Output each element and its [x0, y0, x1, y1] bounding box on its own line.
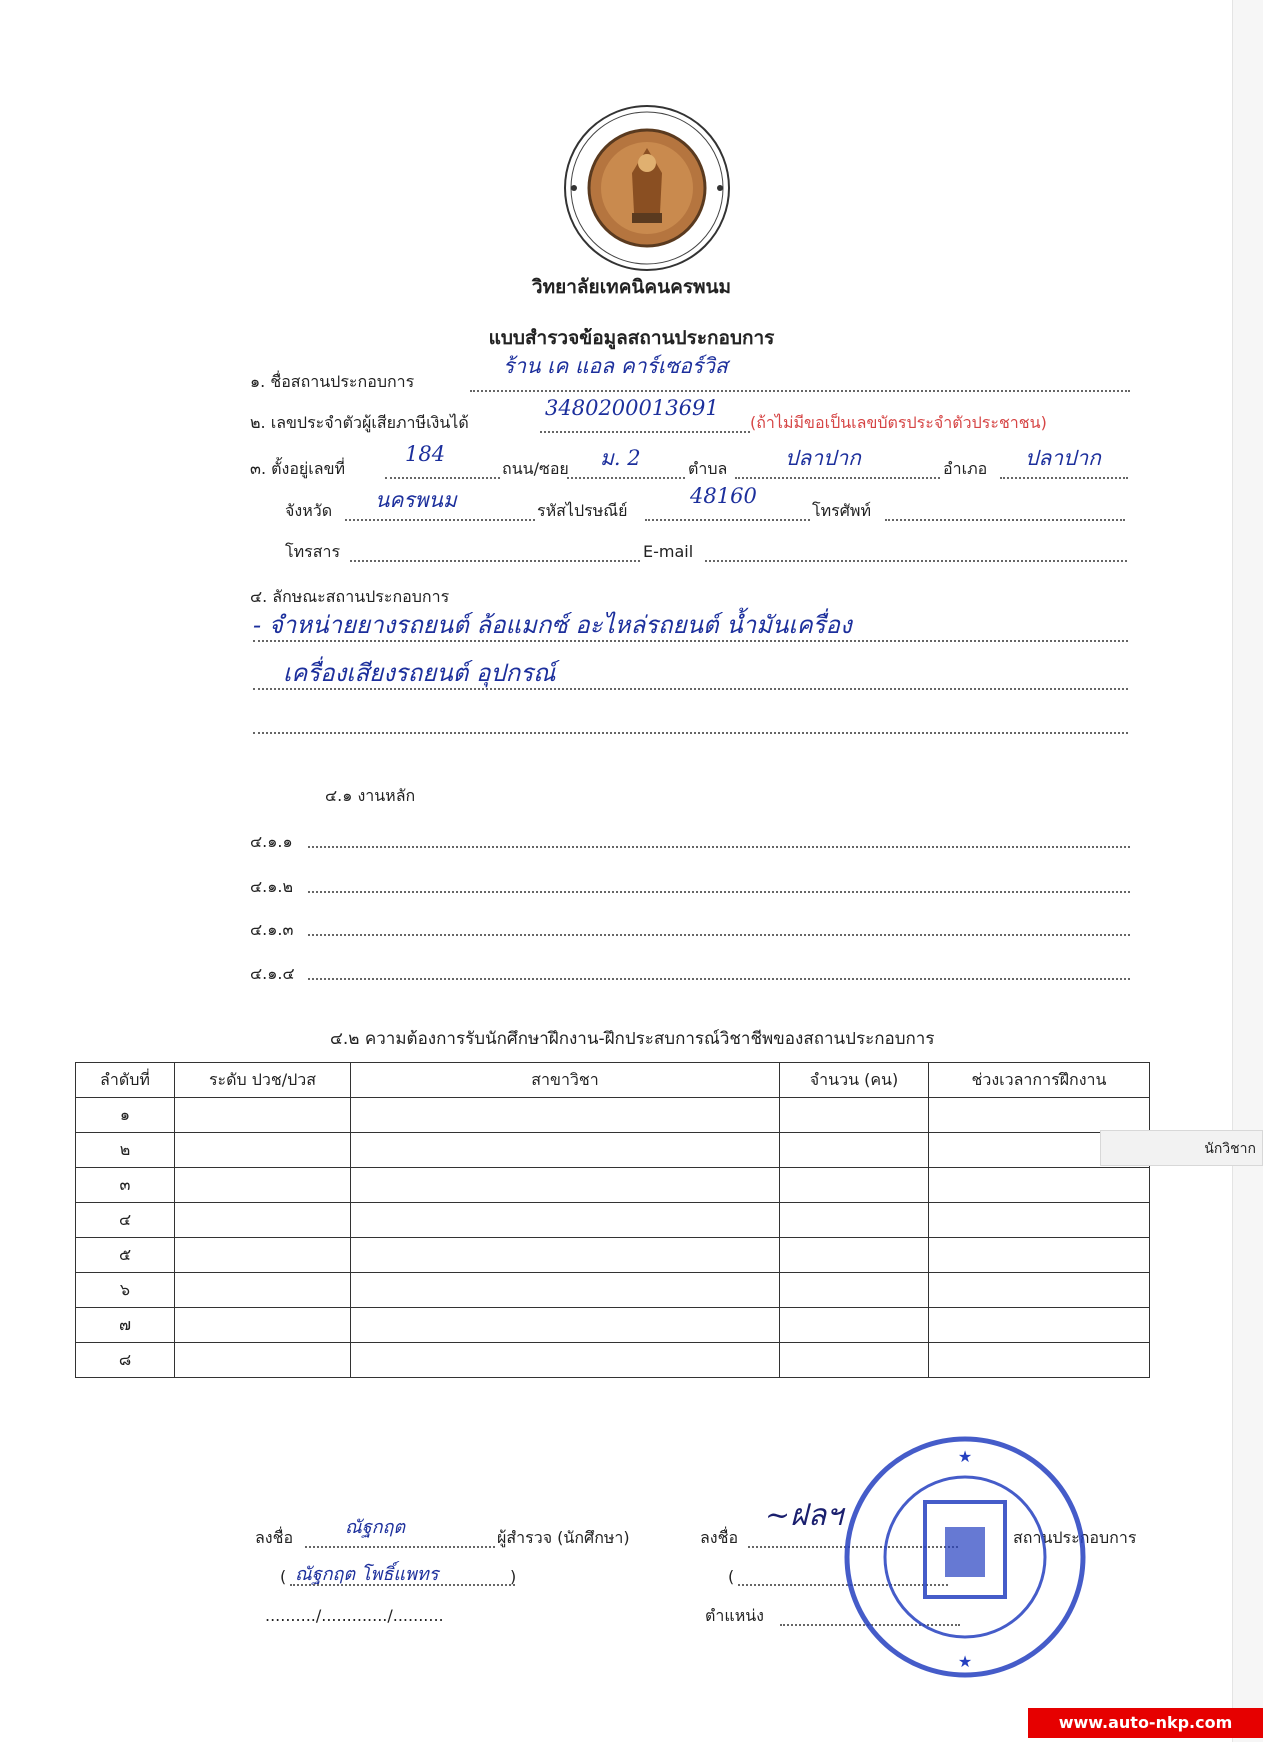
row-number: ๖	[76, 1273, 175, 1308]
col-no: ลำดับที่	[76, 1063, 175, 1098]
sign-label-left: ลงชื่อ	[255, 1528, 294, 1547]
tax-id-label: ๒. เลขประจำตัวผู้เสียภาษีเงินได้	[250, 413, 469, 432]
subdistrict-label: ตำบล	[688, 459, 728, 478]
address-number-label: ๓. ตั้งอยู่เลขที่	[250, 459, 346, 478]
business-type-line2: เครื่องเสียงรถยนต์ อุปกรณ์	[283, 659, 556, 687]
main-work-item-2: ๔.๑.๒	[250, 877, 293, 896]
main-work-title: ๔.๑ งานหลัก	[325, 786, 416, 805]
college-name: วิทยาลัยเทคนิคนครพนม	[531, 276, 732, 298]
district-value: ปลาปาก	[1025, 446, 1101, 470]
table-row	[76, 1098, 1150, 1133]
main-work-item-4: ๔.๑.๔	[250, 964, 295, 983]
table-row	[76, 1273, 1150, 1308]
business-type-label: ๔. ลักษณะสถานประกอบการ	[250, 587, 450, 606]
email-label: E-mail	[643, 542, 694, 561]
col-count: จำนวน (คน)	[780, 1063, 929, 1098]
postcode-value: 48160	[690, 484, 757, 508]
table-row	[76, 1308, 1150, 1343]
date-line: ........../............./..........	[265, 1606, 444, 1625]
business-name-label: ๑. ชื่อสถานประกอบการ	[250, 372, 415, 391]
tax-id-note: (ถ้าไม่มีขอเป็นเลขบัตรประจำตัวประชาชน)	[750, 413, 1047, 432]
col-period: ช่วงเวลาการฝึกงาน	[929, 1063, 1150, 1098]
row-number: ๒	[76, 1133, 175, 1168]
col-major: สาขาวิชา	[351, 1063, 780, 1098]
owner-name-open: (	[728, 1567, 735, 1586]
postcode-label: รหัสไปรษณีย์	[537, 501, 628, 520]
form-title: แบบสำรวจข้อมูลสถานประกอบการ	[488, 327, 775, 349]
surveyor-label: ผู้สำรวจ (นักศึกษา)	[497, 1528, 630, 1547]
row-number: ๑	[76, 1098, 175, 1133]
owner-label: สถานประกอบการ	[1013, 1528, 1137, 1547]
row-number: ๔	[76, 1203, 175, 1238]
main-work-item-3: ๔.๑.๓	[250, 920, 294, 939]
sign-label-right: ลงชื่อ	[700, 1528, 739, 1547]
subdistrict-value: ปลาปาก	[785, 446, 861, 470]
surveyor-signature: ณัฐกฤต	[345, 1517, 406, 1538]
table-row	[76, 1203, 1150, 1238]
svg-text:★: ★	[957, 1447, 973, 1466]
row-number: ๓	[76, 1168, 175, 1203]
surveyor-name-close: )	[510, 1567, 517, 1586]
table-row	[76, 1238, 1150, 1273]
needs-title: ๔.๒ ความต้องการรับนักศึกษาฝึกงาน-ฝึกประสบการณ์วิชาชีพของสถานประกอบการ	[330, 1029, 935, 1049]
company-stamp	[840, 1432, 1090, 1682]
college-seal-logo	[562, 103, 732, 273]
table-row	[76, 1133, 1150, 1168]
province-value: นครพนม	[375, 488, 457, 512]
owner-signature: ~ฝลฯ	[765, 1498, 843, 1533]
surveyor-name: ณัฐกฤต โพธิ์แพทร	[295, 1564, 439, 1585]
district-label: อำเภอ	[943, 459, 988, 478]
business-name-value: ร้าน เค แอล คาร์เซอร์วิส	[503, 354, 728, 378]
road-value: ม. 2	[600, 446, 641, 470]
website-banner: www.auto-nkp.com	[1028, 1708, 1263, 1738]
province-label: จังหวัด	[285, 501, 333, 520]
fax-label: โทรสาร	[285, 542, 341, 561]
business-type-line1: - จำหน่ายยางรถยนต์ ล้อแมกซ์ อะไหล่รถยนต์ น้ำมันเครื่อง	[253, 611, 852, 639]
row-number: ๗	[76, 1308, 175, 1343]
needs-table	[75, 1062, 1150, 1378]
surveyor-name-open: (	[280, 1567, 287, 1586]
phone-label: โทรศัพท์	[812, 501, 871, 520]
table-row	[76, 1343, 1150, 1378]
table-row	[76, 1168, 1150, 1203]
address-number-value: 184	[405, 442, 446, 466]
row-number: ๘	[76, 1343, 175, 1378]
main-work-item-1: ๔.๑.๑	[250, 832, 293, 851]
road-label: ถนน/ซอย	[502, 459, 569, 478]
col-level: ระดับ ปวช/ปวส	[175, 1063, 351, 1098]
row-number: ๕	[76, 1238, 175, 1273]
side-paper-tab: นักวิชาก	[1100, 1130, 1263, 1166]
position-label: ตำแหน่ง	[705, 1606, 764, 1625]
tax-id-value: 3480200013691	[545, 396, 719, 420]
page-edge	[1232, 0, 1263, 1742]
svg-text:★: ★	[957, 1652, 973, 1671]
